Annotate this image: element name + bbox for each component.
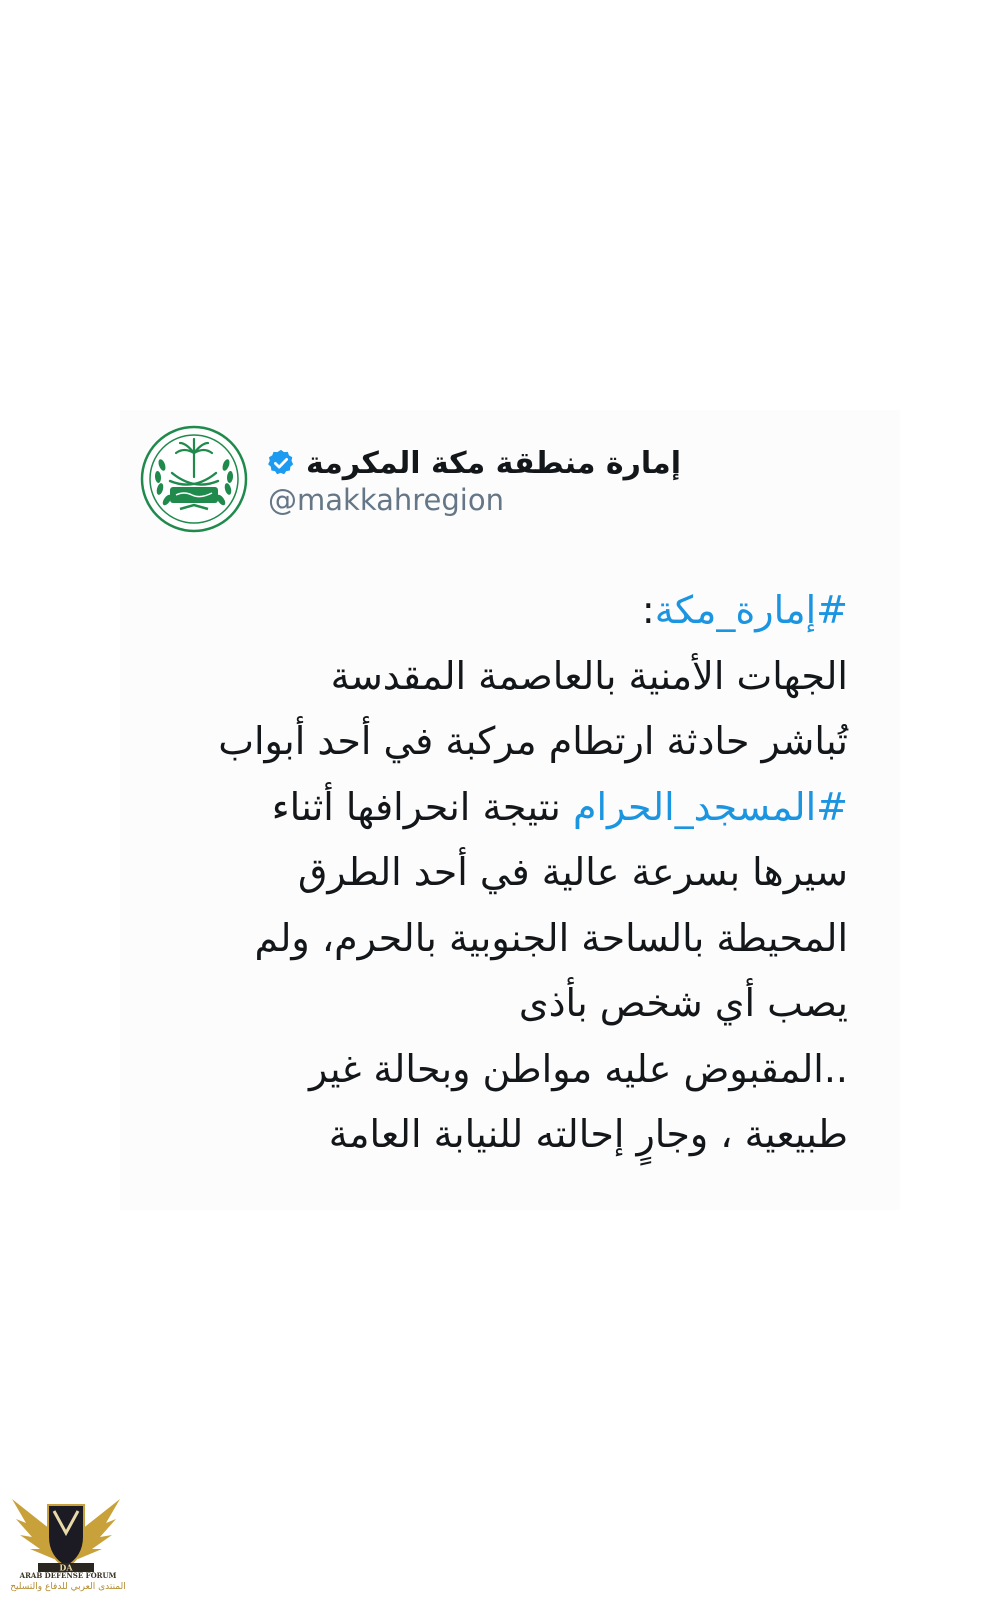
- tweet-line: الجهات الأمنية بالعاصمة المقدسة: [330, 653, 848, 698]
- saudi-emblem-icon[interactable]: [140, 425, 248, 533]
- tweet-line: #إمارة_مكة:: [641, 588, 848, 632]
- forum-abbr: DA: [59, 1562, 73, 1573]
- hashtag-link[interactable]: #إمارة_مكة: [654, 588, 848, 632]
- tweet-line: #المسجد_الحرام نتيجة انحرافها أثناء: [271, 784, 848, 829]
- tweet-line: تُباشر حادثة ارتطام مركبة في أحد أبواب: [218, 719, 848, 763]
- tweet-line: يصب أي شخص بأذى: [518, 981, 848, 1025]
- hashtag-link[interactable]: #المسجد_الحرام: [572, 784, 848, 829]
- forum-name-en: ARAB DEFENSE FORUM: [19, 1571, 117, 1580]
- name-row: [266, 441, 681, 485]
- tweet-line: سيرها بسرعة عالية في أحد الطرق: [297, 850, 848, 894]
- tweet-line: المحيطة بالساحة الجنوبية بالحرم، ولم: [254, 915, 848, 960]
- tweet-line: ..المقبوض عليه مواطن وبحالة غير: [309, 1046, 848, 1091]
- tweet-text: [188, 578, 848, 1168]
- verified-badge-icon: [266, 448, 296, 478]
- user-handle[interactable]: @makkahregion: [268, 483, 504, 517]
- tweet-line: طبيعية ، وجارٍ إحالته للنيابة العامة: [328, 1112, 848, 1156]
- display-name[interactable]: إمارة منطقة مكة المكرمة: [306, 445, 682, 481]
- tweet-header: [140, 425, 682, 535]
- forum-name-ar: المنتدى العربي للدفاع والتسليح: [10, 1582, 126, 1592]
